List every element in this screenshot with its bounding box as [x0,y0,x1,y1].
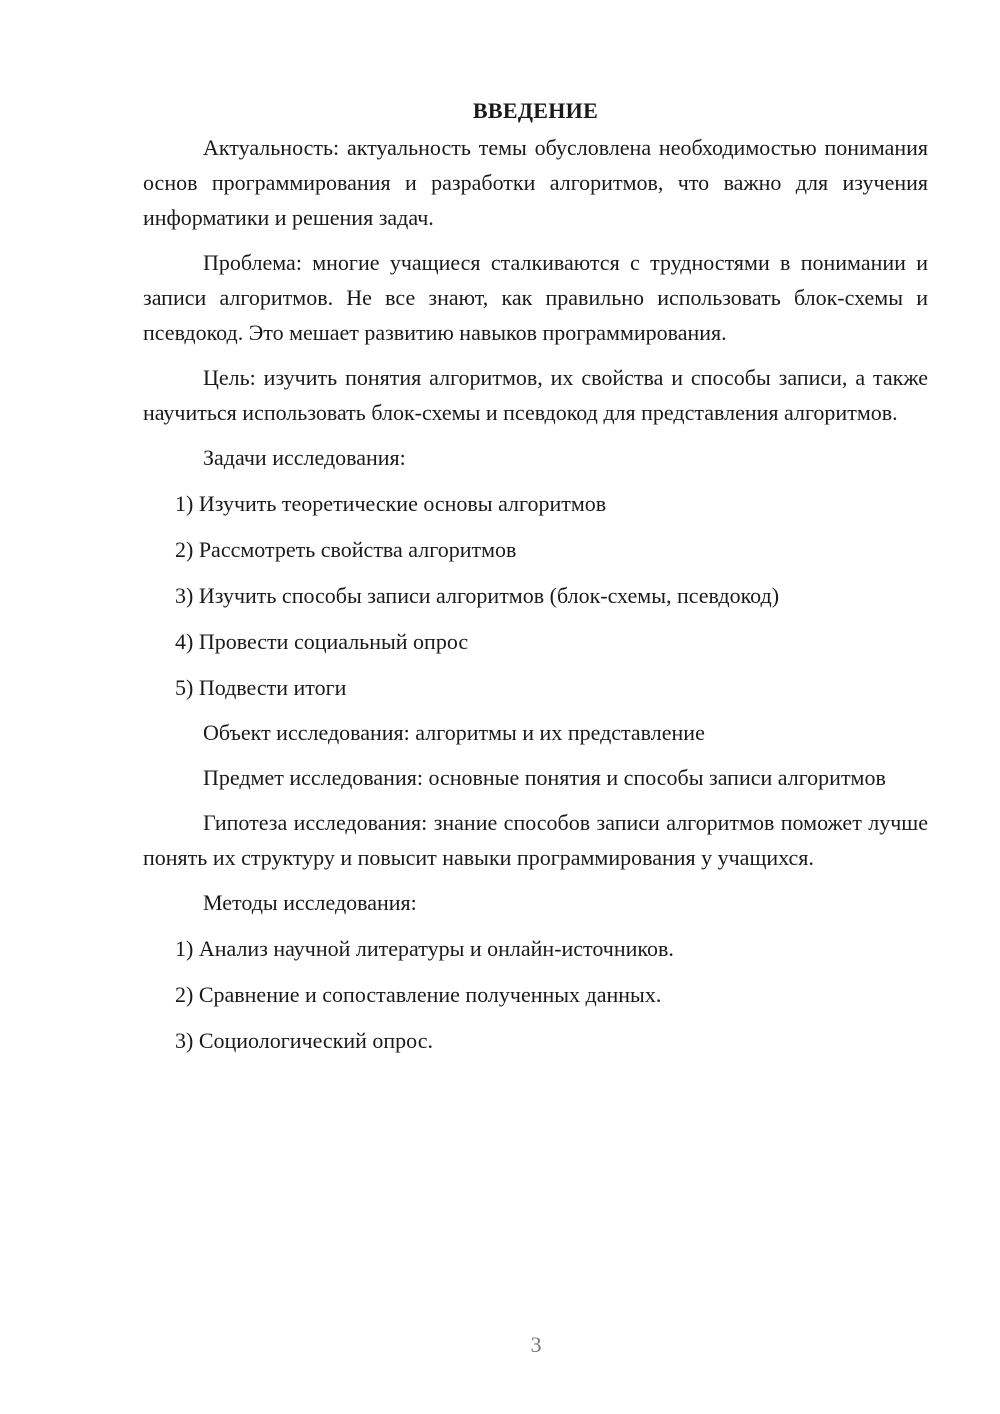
tasks-heading: Задачи исследования: [203,445,406,470]
method-item: 1) Анализ научной литературы и онлайн-источников. [175,936,674,961]
paragraph-goal: Цель: изучить понятия алгоритмов, их свойства и способы записи, а также научиться использовать блок-схемы и псевдокод для представления алгоритмов. [143,365,928,425]
section-title: ВВЕДЕНИЕ [472,98,599,123]
research-hypothesis: Гипотеза исследования: знание способов записи алгоритмов поможет лучше понять их структуру и повысит навыки программирования у учащихся. [143,810,928,870]
paragraph-problem: Проблема: многие учащиеся сталкиваются с трудностями в понимании и записи алгоритмов. Не все знают, как правильно использовать блок-схемы и псевдокод. Это мешает развитию навыков программирования. [143,250,928,345]
paragraph-relevance: Актуальность: актуальность темы обусловлена необходимостью понимания основ программирования и разработки алгоритмов, что важно для изучения информатики и решения задач. [143,135,928,230]
tasks-list [143,486,928,705]
task-item: 5) Подвести итоги [175,675,347,700]
task-item: 2) Рассмотреть свойства алгоритмов [175,537,517,562]
method-item: 3) Социологический опрос. [175,1028,433,1053]
task-item: 3) Изучить способы записи алгоритмов (блок-схемы, псевдокод) [175,583,780,608]
page-content [143,93,928,1058]
research-subject: Предмет исследования: основные понятия и способы записи алгоритмов [203,765,886,790]
methods-list [143,931,928,1058]
methods-heading: Методы исследования: [203,890,417,915]
task-item: 1) Изучить теоретические основы алгоритмов [175,491,607,516]
task-item: 4) Провести социальный опрос [175,629,469,654]
method-item: 2) Сравнение и сопоставление полученных данных. [175,982,662,1007]
research-object: Объект исследования: алгоритмы и их представление [203,720,705,745]
page-number: 3 [530,1332,542,1357]
